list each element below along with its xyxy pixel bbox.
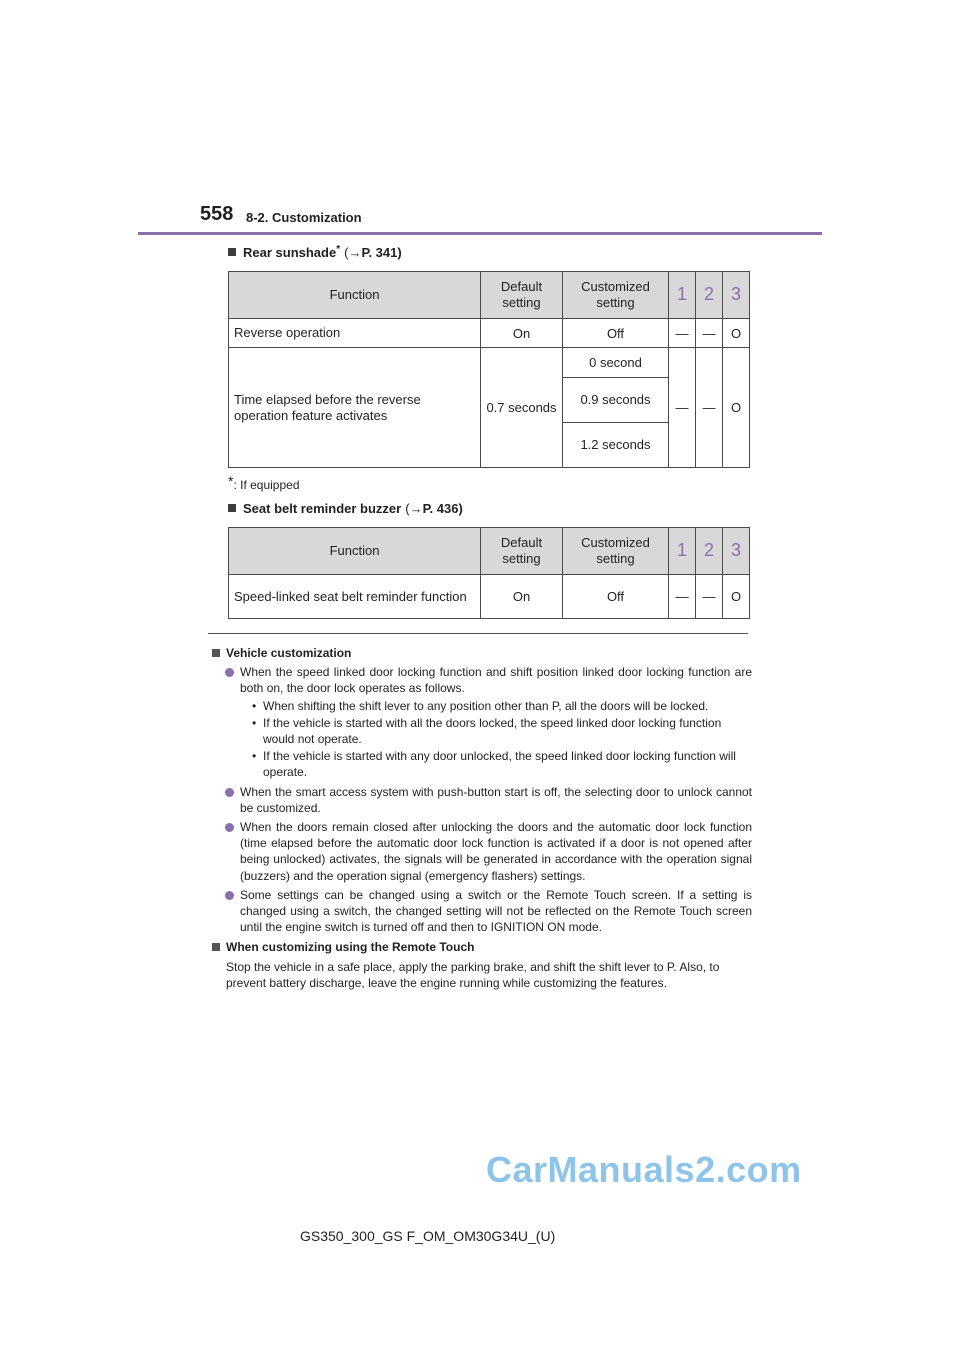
page-ref-link[interactable]: P. 436 [422, 501, 459, 516]
cell-custom: Off [563, 575, 669, 619]
rear-sunshade-title: Rear sunshade [243, 245, 337, 260]
footnote [228, 473, 300, 492]
cell-custom-option: 1.2 seconds [563, 423, 669, 468]
vehicle-customization-heading: Vehicle customization [212, 645, 752, 661]
cell-default: On [481, 319, 563, 348]
col-customized: Customized setting [563, 272, 669, 319]
cell-m2: — [696, 319, 723, 348]
notes-divider [208, 633, 748, 634]
col-method-1-icon: 1 [669, 272, 696, 319]
col-default: Default setting [481, 272, 563, 319]
circle-bullet-icon [225, 891, 234, 900]
sub-list-item: • If the vehicle is started with any door unlocked, the speed linked door locking function will operate. [252, 749, 736, 780]
cell-m1: — [669, 575, 696, 619]
circle-bullet-icon [225, 823, 234, 832]
list-item: When the smart access system with push-button start is off, the selecting door to unlock cannot be customized. [212, 784, 752, 816]
cell-default: 0.7 seconds [481, 348, 563, 468]
square-bullet-icon [212, 649, 220, 657]
seat-belt-table [228, 527, 750, 619]
footnote-star: * [336, 244, 341, 255]
page-ref-arrow: (→ [344, 245, 362, 260]
page-ref-close: ) [458, 501, 463, 516]
footnote-star: * [228, 473, 234, 489]
header-divider [138, 232, 822, 235]
square-bullet-icon [212, 943, 220, 951]
list-item: When the speed linked door locking function and shift position linked door locking function are both on, the door lock operates as follows. [212, 664, 752, 696]
table-row [229, 348, 750, 378]
col-function: Function [229, 528, 481, 575]
section-title: 8-2. Customization [246, 210, 362, 225]
watermark-logo[interactable]: CarManuals2.com [486, 1149, 802, 1190]
cell-custom: Off [563, 319, 669, 348]
col-function: Function [229, 272, 481, 319]
table-row [229, 575, 750, 619]
remote-touch-text: Stop the vehicle in a safe place, apply the parking brake, and shift the shift lever to P. Also, to prevent battery discharge, leave the engine running while customizing the features. [226, 959, 720, 990]
col-method-1-icon: 1 [669, 528, 696, 575]
document-id: GS350_300_GS F_OM_OM30G34U_(U) [300, 1228, 556, 1244]
footnote-text: : If equipped [233, 478, 300, 492]
cell-function: Time elapsed before the reverse operation feature activates [229, 348, 481, 468]
circle-bullet-icon [225, 788, 234, 797]
col-method-2-icon: 2 [696, 528, 723, 575]
page-ref-arrow: (→ [405, 501, 423, 516]
list-item: Some settings can be changed using a switch or the Remote Touch screen. If a setting is changed using a switch, the changed setting will not be reflected on the Remote Touch screen until the engine switch is turned off and then to IGNITION ON mode. [212, 887, 752, 936]
cell-m3: O [723, 348, 750, 468]
page-ref-link[interactable]: P. 341 [361, 245, 398, 260]
notes-section [212, 642, 752, 991]
col-customized: Customized setting [563, 528, 669, 575]
sub-list-item: • If the vehicle is started with all the doors locked, the speed linked door locking function would not operate. [252, 715, 722, 747]
list-item: When the doors remain closed after unlocking the doors and the automatic door lock function (time elapsed before the automatic door lock function is activated if a door is not opened after being unlocked) activates, the signals will be generated in accordance with the operation signal (buzzers) and the operation signal (emergency flashers) settings. [212, 819, 752, 884]
col-default: Default setting [481, 528, 563, 575]
table-row [229, 319, 750, 348]
cell-m3: O [723, 319, 750, 348]
cell-default: On [481, 575, 563, 619]
page-ref-close: ) [397, 245, 402, 260]
cell-custom-option: 0 second [563, 348, 669, 378]
rear-sunshade-table [228, 271, 750, 468]
cell-m3: O [723, 575, 750, 619]
remote-touch-heading: When customizing using the Remote Touch [212, 939, 752, 955]
seat-belt-title: Seat belt reminder buzzer [243, 501, 402, 516]
page-number: 558 [200, 203, 234, 225]
square-bullet-icon [228, 504, 236, 512]
cell-function: Reverse operation [229, 319, 481, 348]
col-method-3-icon: 3 [723, 528, 750, 575]
square-bullet-icon [228, 248, 236, 256]
col-method-3-icon: 3 [723, 272, 750, 319]
cell-m1: — [669, 348, 696, 468]
rear-sunshade-heading [228, 245, 402, 260]
col-method-2-icon: 2 [696, 272, 723, 319]
seat-belt-heading [228, 501, 463, 516]
circle-bullet-icon [225, 668, 234, 677]
cell-m1: — [669, 319, 696, 348]
sub-list-item: • When shifting the shift lever to any position other than P, all the doors will be locked. [252, 698, 709, 713]
cell-function: Speed-linked seat belt reminder function [229, 575, 481, 619]
cell-custom-option: 0.9 seconds [563, 378, 669, 423]
cell-m2: — [696, 575, 723, 619]
cell-m2: — [696, 348, 723, 468]
